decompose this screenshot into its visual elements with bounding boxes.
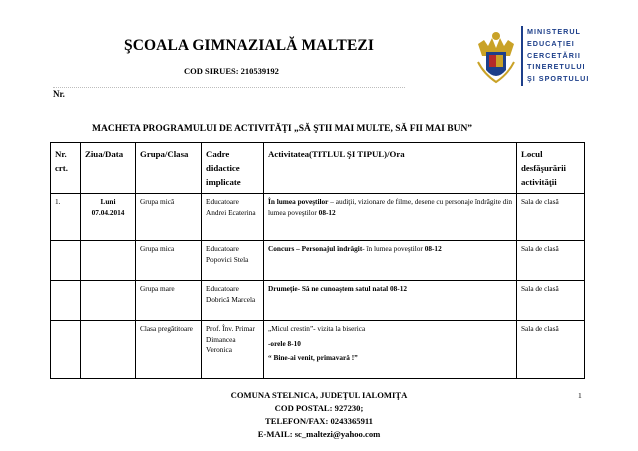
ministry-line: CERCETĂRII: [527, 50, 581, 60]
table-row: [51, 241, 585, 281]
school-title: ŞCOALA GIMNAZIALĂ MALTEZI: [124, 37, 374, 54]
activity-title: Drumeţie- Să ne cunoaştem satul natal 08-12: [268, 284, 408, 293]
ministry-line: EDUCAŢIEI: [527, 38, 575, 48]
table-header-row: [51, 143, 585, 194]
cell-locul: Sala de clasă: [517, 281, 585, 321]
header-rule: [53, 87, 405, 88]
col-grupa: Grupa/Clasa: [136, 143, 202, 194]
cell-cadre: Prof. Înv. Primar Dimancea Veronica: [202, 321, 264, 379]
ministry-name: [527, 26, 589, 85]
crest-icon: [474, 22, 518, 88]
cell-cadre: Educatoare Popovici Stela: [202, 241, 264, 281]
cell-ziua: [81, 194, 136, 241]
cell-locul: Sala de clasă: [517, 241, 585, 281]
cell-nr: [51, 241, 81, 281]
document-title: MACHETA PROGRAMULUI DE ACTIVITĂŢI „SĂ ŞTII MAI MULTE, SĂ FII MAI BUN”: [92, 124, 473, 134]
cell-ziua: [81, 281, 136, 321]
nr-label: Nr.: [53, 89, 65, 99]
col-ziua: Ziua/Data: [81, 143, 136, 194]
cod-sirues: COD SIRUES: 210539192: [184, 66, 279, 76]
cell-nr: [51, 281, 81, 321]
footer-email: E-MAIL: sc_maltezi@yahoo.com: [257, 429, 381, 439]
col-locul: Locul desfăşurării activităţii: [517, 143, 585, 194]
cell-activitatea: [264, 281, 517, 321]
activity-line: „Micul crestin”- vizita la biserica: [268, 324, 366, 333]
cell-nr: 1.: [51, 194, 81, 241]
activity-hours: -orele 8-10: [268, 338, 301, 348]
day-name: Luni: [100, 197, 116, 206]
ministry-line: MINISTERUL: [527, 27, 581, 36]
day-date: 07.04.2014: [91, 207, 125, 217]
col-activitatea: Activitatea(TITLUL ŞI TIPUL)/Ora: [264, 143, 517, 194]
ministry-logo: [474, 22, 592, 88]
footer-phone: TELEFON/FAX: 0243365911: [265, 416, 373, 426]
activity-line: “ Bine-ai venit, primavară !”: [268, 353, 358, 362]
footer: [0, 389, 638, 441]
table-row: [51, 281, 585, 321]
cell-locul: Sala de clasă: [517, 194, 585, 241]
cell-grupa: Grupa mică: [136, 194, 202, 241]
cell-grupa: Clasa pregătitoare: [136, 321, 202, 379]
ministry-divider: [521, 26, 523, 86]
ministry-line: ŞI SPORTULUI: [527, 74, 590, 84]
footer-address: COMUNA STELNICA, JUDEŢUL IALOMIŢA: [230, 390, 408, 400]
cell-cadre: Educatoare Dobrică Marcela: [202, 281, 264, 321]
activity-hours: 08-12: [424, 244, 442, 253]
footer-postal: COD POSTAL: 927230;: [274, 403, 364, 413]
activity-desc: - în lumea poveştilor: [362, 244, 425, 253]
cell-locul: Sala de clasă: [517, 321, 585, 379]
col-nr: Nr. crt.: [51, 143, 81, 194]
program-table: [50, 142, 585, 379]
page-number: 1: [578, 391, 582, 400]
cell-activitatea: [264, 194, 517, 241]
table-row: [51, 321, 585, 379]
table-row: [51, 194, 585, 241]
cell-grupa: Grupa mica: [136, 241, 202, 281]
cell-nr: [51, 321, 81, 379]
col-cadre: Cadre didactice implicate: [202, 143, 264, 194]
cell-activitatea: [264, 321, 517, 379]
cell-cadre: Educatoare Andrei Ecaterina: [202, 194, 264, 241]
cell-ziua: [81, 241, 136, 281]
activity-hours: 08-12: [318, 207, 336, 217]
ministry-line: TINERETULUI: [527, 62, 586, 72]
cell-activitatea: [264, 241, 517, 281]
activity-desc: – audiţii, vizionare de filme, desene cu personaje îndrăgite din lumea poveştilor: [268, 197, 512, 217]
activity-title: Concurs – Personajul îndrăgit: [268, 244, 363, 253]
cell-grupa: Grupa mare: [136, 281, 202, 321]
activity-title: În lumea poveştilor: [268, 197, 329, 206]
cell-ziua: [81, 321, 136, 379]
